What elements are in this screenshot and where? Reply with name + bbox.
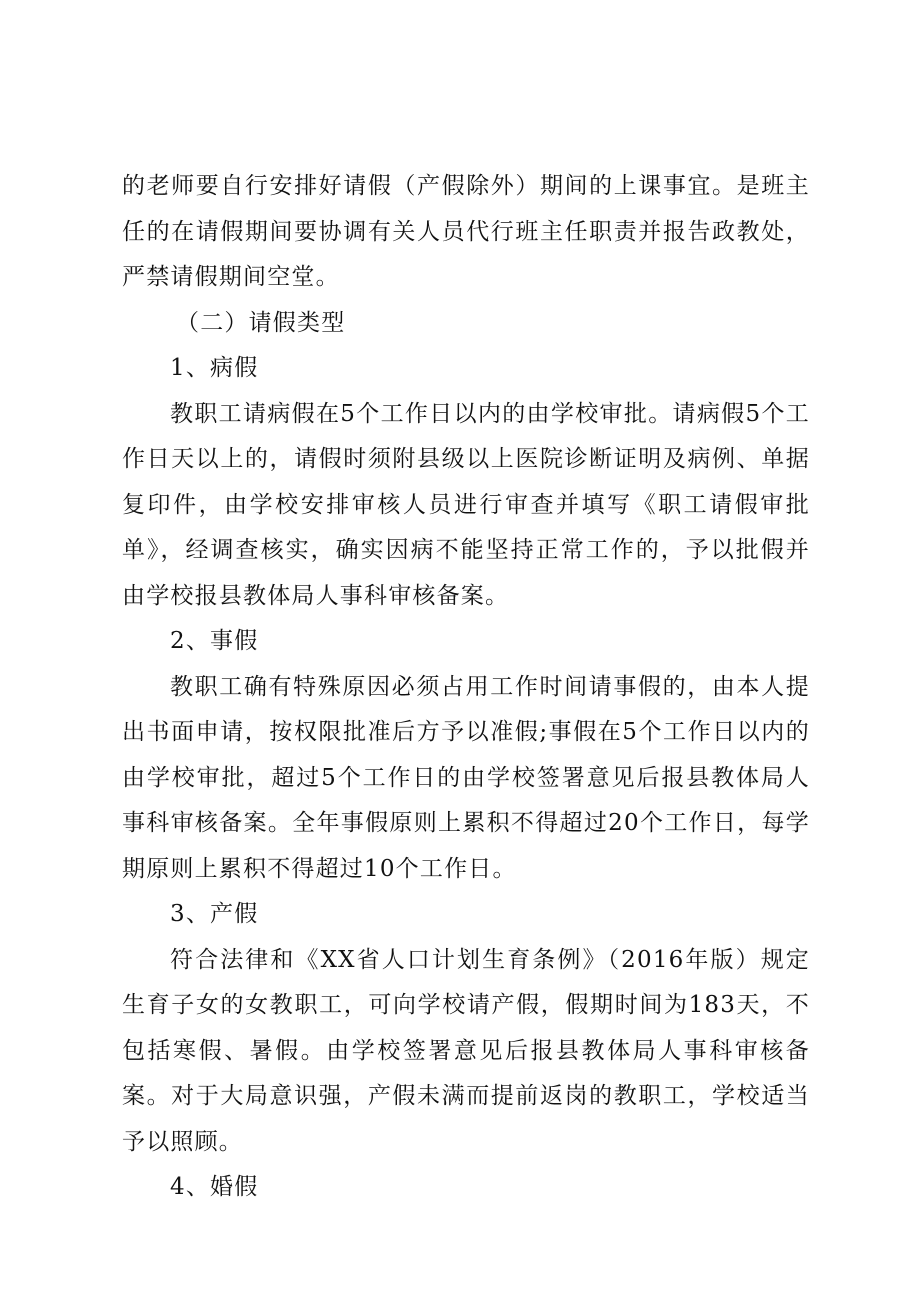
section-subheading-leave-types: （二）请假类型 [176,309,346,336]
paragraph-sick-leave: 教职工请病假在5个工作日以内的由学校审批。请病假5个工作日天以上的，请假时须附县级以上医院诊断证明及病例、单据复印件，由学校安排审核人员进行审查并填写《职工请假审批单》，经调查核实，确实因病不能坚持正常工作的，予以批假并由学校报县教体局人事科审核备案。 [122,400,810,609]
heading-marriage-leave: 4、婚假 [170,1174,259,1200]
continuation-paragraph: 的老师要自行安排好请假（产假除外）期间的上课事宜。是班主任的在请假期间要协调有关人员代行班主任职责并报告政教处，严禁请假期间空堂。 [122,173,810,290]
paragraph-maternity-leave: 符合法律和《XX省人口计划生育条例》（2016年版）规定生育子女的女教职工，可向学校请产假，假期时间为183天，不包括寒假、暑假。由学校签署意见后报县教体局人事科审核备案。对于大局意识强，产假未满而提前返岗的教职工，学校适当予以照顾。 [122,946,810,1155]
heading-sick-leave: 1、病假 [170,355,259,381]
heading-personal-leave: 2、事假 [170,628,259,654]
heading-maternity-leave: 3、产假 [170,901,259,927]
paragraph-personal-leave: 教职工确有特殊原因必须占用工作时间请事假的，由本人提出书面申请，按权限批准后方予以准假;事假在5个工作日以内的由学校审批，超过5个工作日的由学校签署意见后报县教体局人事科审核备案。全年事假原则上累积不得超过20个工作日，每学期原则上累积不得超过10个工作日。 [122,673,810,882]
